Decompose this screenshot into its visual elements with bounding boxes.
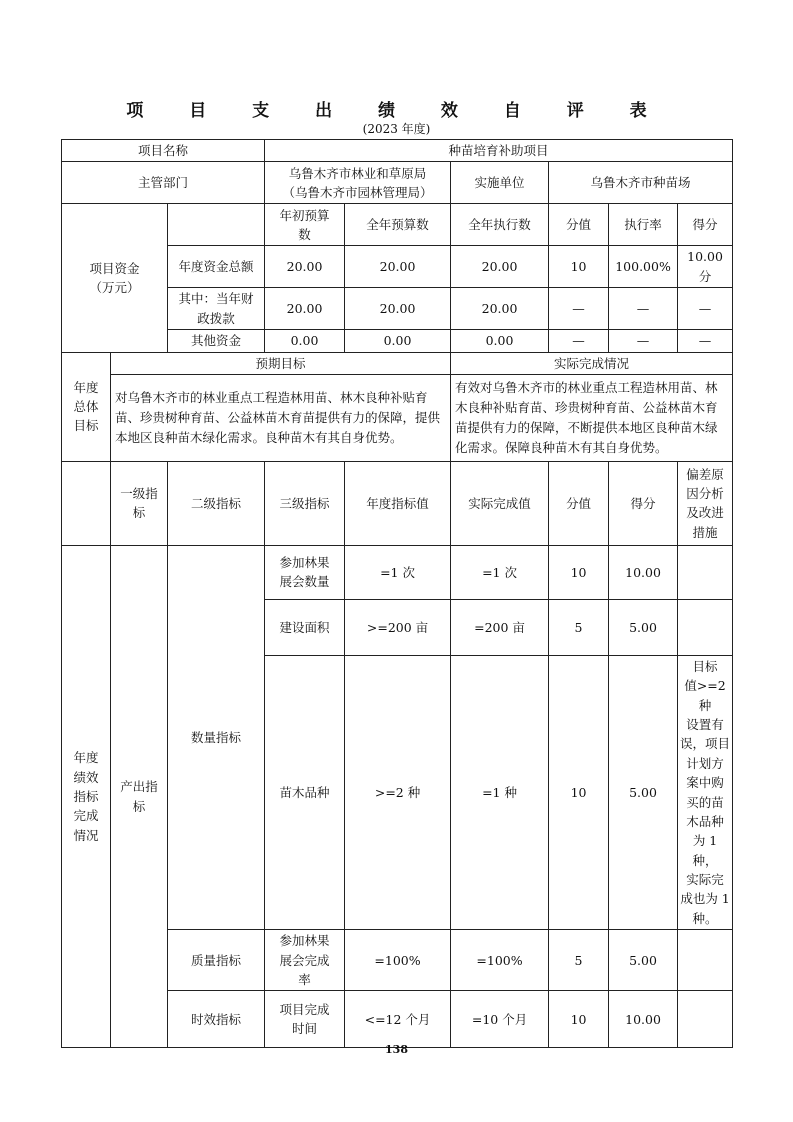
goals-label: 年度 总体 目标 bbox=[62, 352, 111, 461]
funds-cell: 20.00 bbox=[345, 288, 451, 330]
indicator-actual: =1 次 bbox=[451, 545, 549, 599]
indicator-target: =100% bbox=[345, 930, 451, 991]
indicator-actual: =10 个月 bbox=[451, 991, 549, 1048]
indicator-name: 苗木品种 bbox=[265, 655, 345, 929]
level1-indicator: 产出指 标 bbox=[111, 545, 168, 1047]
indicator-actual: =1 种 bbox=[451, 655, 549, 929]
indicator-score: 10.00 bbox=[609, 545, 678, 599]
indicator-note bbox=[678, 930, 733, 991]
funds-col-header: 执行率 bbox=[609, 204, 678, 246]
funds-row-name: 其他资金 bbox=[168, 330, 265, 352]
expected-goal-text: 对乌鲁木齐市的林业重点工程造林用苗、林木良种补贴育苗、珍贵树种育苗、公益林苗木育苗提供有力的保障，提供本地区良种苗木绿化需求。良种苗木有其自身优势。 bbox=[111, 374, 451, 461]
page-number: 138 bbox=[385, 1043, 408, 1056]
indicator-header: 实际完成值 bbox=[451, 461, 549, 545]
indicator-note bbox=[678, 599, 733, 655]
funds-col-header: 全年预算数 bbox=[345, 204, 451, 246]
funds-cell: 20.00 bbox=[345, 246, 451, 288]
indicator-header: 分值 bbox=[549, 461, 609, 545]
funds-col-header: 年初预算 数 bbox=[265, 204, 345, 246]
funds-cell: 100.00% bbox=[609, 246, 678, 288]
funds-cell: 0.00 bbox=[451, 330, 549, 352]
indicator-corner bbox=[62, 461, 111, 545]
indicator-actual: =100% bbox=[451, 930, 549, 991]
indicator-score-max: 10 bbox=[549, 991, 609, 1048]
funds-cell: 20.00 bbox=[451, 288, 549, 330]
indicator-name: 项目完成 时间 bbox=[265, 991, 345, 1048]
indicator-target: =1 次 bbox=[345, 545, 451, 599]
funds-cell: 0.00 bbox=[265, 330, 345, 352]
indicator-target: >=2 种 bbox=[345, 655, 451, 929]
expected-goal-label: 预期目标 bbox=[111, 352, 451, 374]
indicator-name: 建设面积 bbox=[265, 599, 345, 655]
indicator-score: 5.00 bbox=[609, 930, 678, 991]
funds-cell: 20.00 bbox=[265, 288, 345, 330]
dept-label: 主管部门 bbox=[62, 162, 265, 204]
indicator-score: 5.00 bbox=[609, 599, 678, 655]
indicator-header: 年度指标值 bbox=[345, 461, 451, 545]
funds-col-header: 分值 bbox=[549, 204, 609, 246]
funds-cell: — bbox=[549, 288, 609, 330]
actual-goal-label: 实际完成情况 bbox=[451, 352, 733, 374]
indicator-score-max: 10 bbox=[549, 655, 609, 929]
actual-goal-text: 有效对乌鲁木齐市的林业重点工程造林用苗、林木良种补贴育苗、珍贵树种育苗、公益林苗木育苗提供有力的保障，不断提供本地区良种苗木绿化需求。保障良种苗木有其自身优势。 bbox=[451, 374, 733, 461]
level2-quality: 质量指标 bbox=[168, 930, 265, 991]
indicator-note bbox=[678, 991, 733, 1048]
impl-label: 实施单位 bbox=[451, 162, 549, 204]
funds-cell: 20.00 bbox=[265, 246, 345, 288]
indicator-header: 偏差原 因分析 及改进 措施 bbox=[678, 461, 733, 545]
indicator-actual: =200 亩 bbox=[451, 599, 549, 655]
funds-row-name: 其中：当年财 政拨款 bbox=[168, 288, 265, 330]
indicators-section-label: 年度 绩效 指标 完成 情况 bbox=[62, 545, 111, 1047]
funds-row-name: 年度资金总额 bbox=[168, 246, 265, 288]
funds-cell: — bbox=[678, 330, 733, 352]
indicator-header: 三级指标 bbox=[265, 461, 345, 545]
funds-cell: 10 bbox=[549, 246, 609, 288]
indicator-name: 参加林果 展会完成 率 bbox=[265, 930, 345, 991]
performance-table bbox=[61, 139, 733, 1048]
indicator-score-max: 5 bbox=[549, 599, 609, 655]
indicator-target: <=12 个月 bbox=[345, 991, 451, 1048]
funds-col-header: 全年执行数 bbox=[451, 204, 549, 246]
funds-cell: — bbox=[678, 288, 733, 330]
indicator-target: >=200 亩 bbox=[345, 599, 451, 655]
indicator-header: 得分 bbox=[609, 461, 678, 545]
indicator-name: 参加林果 展会数量 bbox=[265, 545, 345, 599]
level2-quantity: 数量指标 bbox=[168, 545, 265, 929]
funds-cell: 10.00 分 bbox=[678, 246, 733, 288]
project-name-label: 项目名称 bbox=[62, 140, 265, 162]
indicator-score: 5.00 bbox=[609, 655, 678, 929]
funds-col-header: 得分 bbox=[678, 204, 733, 246]
dept-value: 乌鲁木齐市林业和草原局 （乌鲁木齐市园林管理局） bbox=[265, 162, 451, 204]
impl-value: 乌鲁木齐市种苗场 bbox=[549, 162, 733, 204]
level2-timeliness: 时效指标 bbox=[168, 991, 265, 1048]
funds-cell: — bbox=[549, 330, 609, 352]
funds-cell: 0.00 bbox=[345, 330, 451, 352]
indicator-score-max: 5 bbox=[549, 930, 609, 991]
funds-corner bbox=[168, 204, 265, 246]
indicator-score: 10.00 bbox=[609, 991, 678, 1048]
funds-cell: 20.00 bbox=[451, 246, 549, 288]
form-year: (2023 年度) bbox=[362, 122, 431, 136]
project-name: 种苗培育补助项目 bbox=[265, 140, 733, 162]
indicator-score-max: 10 bbox=[549, 545, 609, 599]
indicator-note bbox=[678, 545, 733, 599]
indicator-note: 目标 值>=2 种 设置有 误，项目 计划方 案中购 买的苗 木品种 为 1 种， 实际完 成也为 1 种。 bbox=[678, 655, 733, 929]
funds-cell: — bbox=[609, 288, 678, 330]
funds-cell: — bbox=[609, 330, 678, 352]
form-title: 项 目 支 出 绩 效 自 评 表 bbox=[126, 101, 667, 121]
indicator-header: 二级指标 bbox=[168, 461, 265, 545]
indicator-header: 一级指 标 bbox=[111, 461, 168, 545]
funds-label: 项目资金 （万元） bbox=[62, 204, 168, 352]
